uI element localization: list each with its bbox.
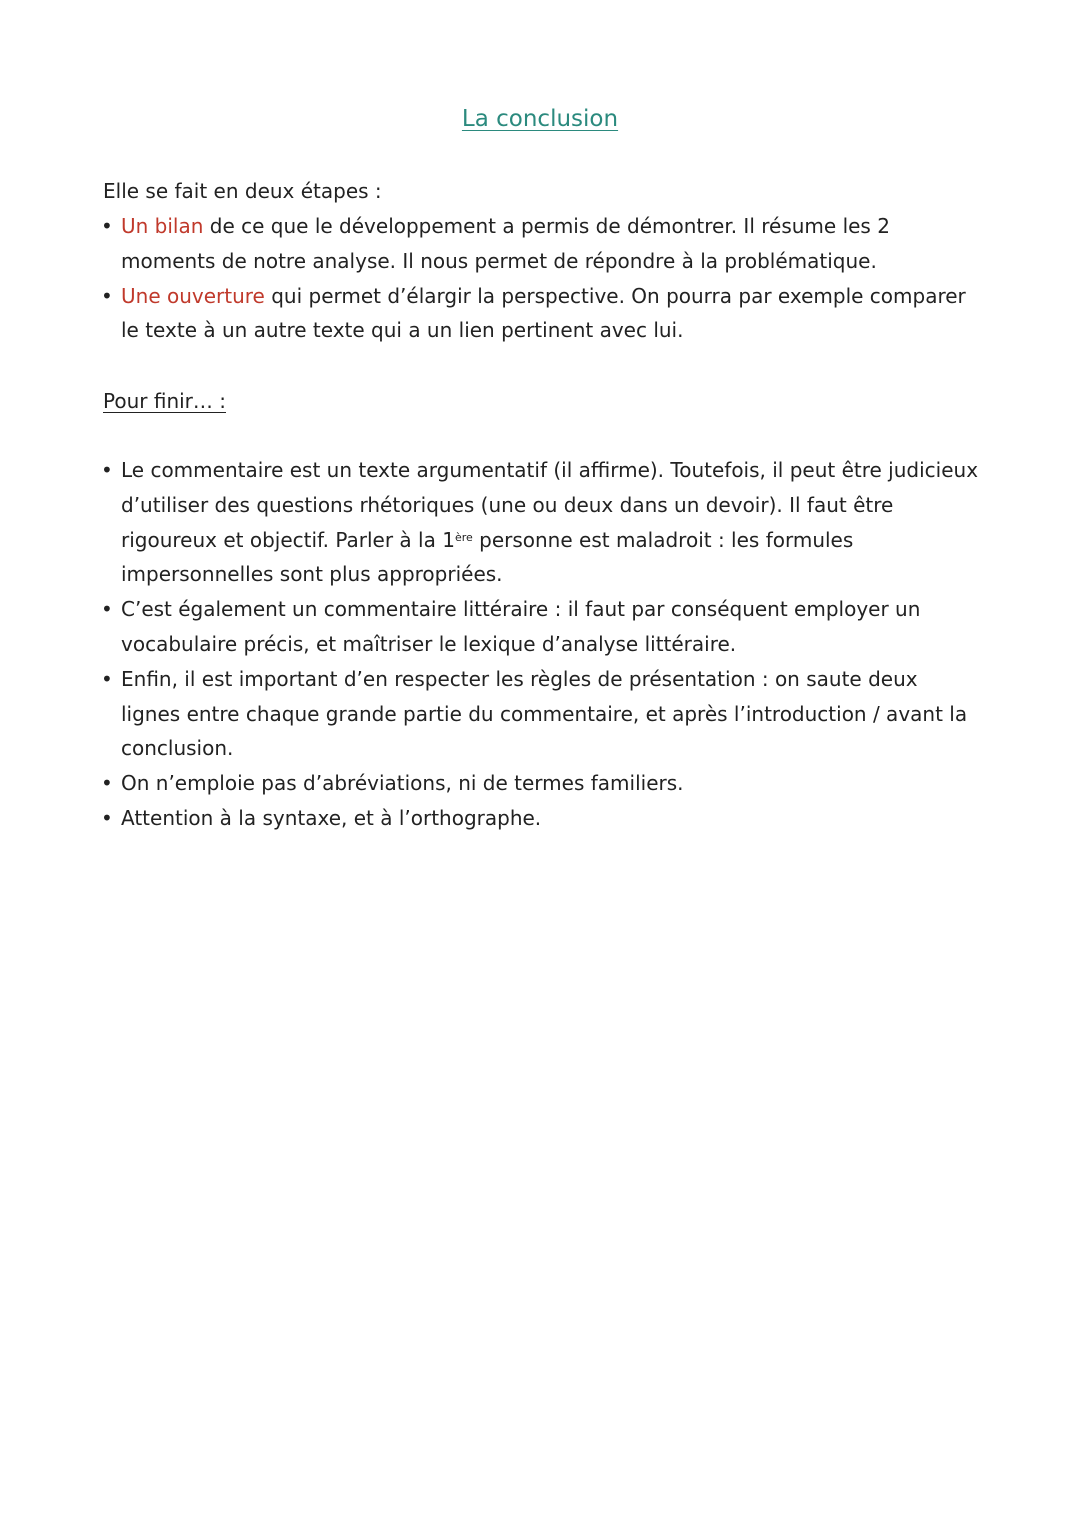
bullet-icon: • [101, 283, 113, 308]
section-heading: Pour finir… : [103, 389, 226, 413]
intro-text: Elle se fait en deux étapes : [103, 179, 382, 203]
list-item [103, 662, 983, 766]
step-text: de ce que le développement a permis de démontrer. Il résume les 2 moments de notre analyse. Il nous permet de répondre à la problématique. [121, 214, 890, 273]
tip-text: Attention à la syntaxe, et à l’orthographe. [121, 805, 542, 830]
steps-list [103, 209, 983, 348]
list-item [103, 766, 983, 801]
bullet-icon: • [101, 214, 113, 238]
tip-text: Le commentaire est un texte argumentatif (il affirme). Toutefois, il peut être judicieux d’utiliser des questions rhétoriques (une ou deux dans un devoir). Il faut être rigoureux et objectif. Parler à la 1 [121, 458, 979, 552]
list-item [103, 592, 983, 662]
tip-text: Enfin, il est important d’en respecter les règles de présentation : on saute deux lignes entre chaque grande partie du commentaire, et après l’introduction / avant la conclusion. [121, 666, 968, 761]
step-highlight: Un bilan [121, 214, 204, 238]
list-item [103, 209, 983, 279]
step-highlight: Une ouverture [121, 283, 265, 308]
list-item [103, 453, 983, 592]
superscript: ère [454, 530, 473, 544]
list-item [103, 801, 983, 836]
bullet-icon: • [101, 771, 113, 796]
tip-text: C’est également un commentaire littéraire : il faut par conséquent employer un vocabulaire précis, et maîtriser le lexique d’analyse littéraire. [121, 597, 921, 656]
bullet-icon: • [101, 458, 113, 482]
bullet-icon: • [101, 597, 113, 622]
tips-list [103, 453, 983, 836]
list-item [103, 279, 983, 349]
tip-text: On n’emploie pas d’abréviations, ni de termes familiers. [121, 771, 684, 796]
bullet-icon: • [101, 666, 113, 691]
page-title: La conclusion [461, 106, 619, 132]
tip-text: personne est maladroit : les formules impersonnelles sont plus appropriées. [121, 527, 854, 587]
bullet-icon: • [101, 805, 113, 830]
step-text: qui permet d’élargir la perspective. On pourra par exemple comparer le texte à un autre texte qui a un lien pertinent avec lui. [121, 283, 966, 343]
